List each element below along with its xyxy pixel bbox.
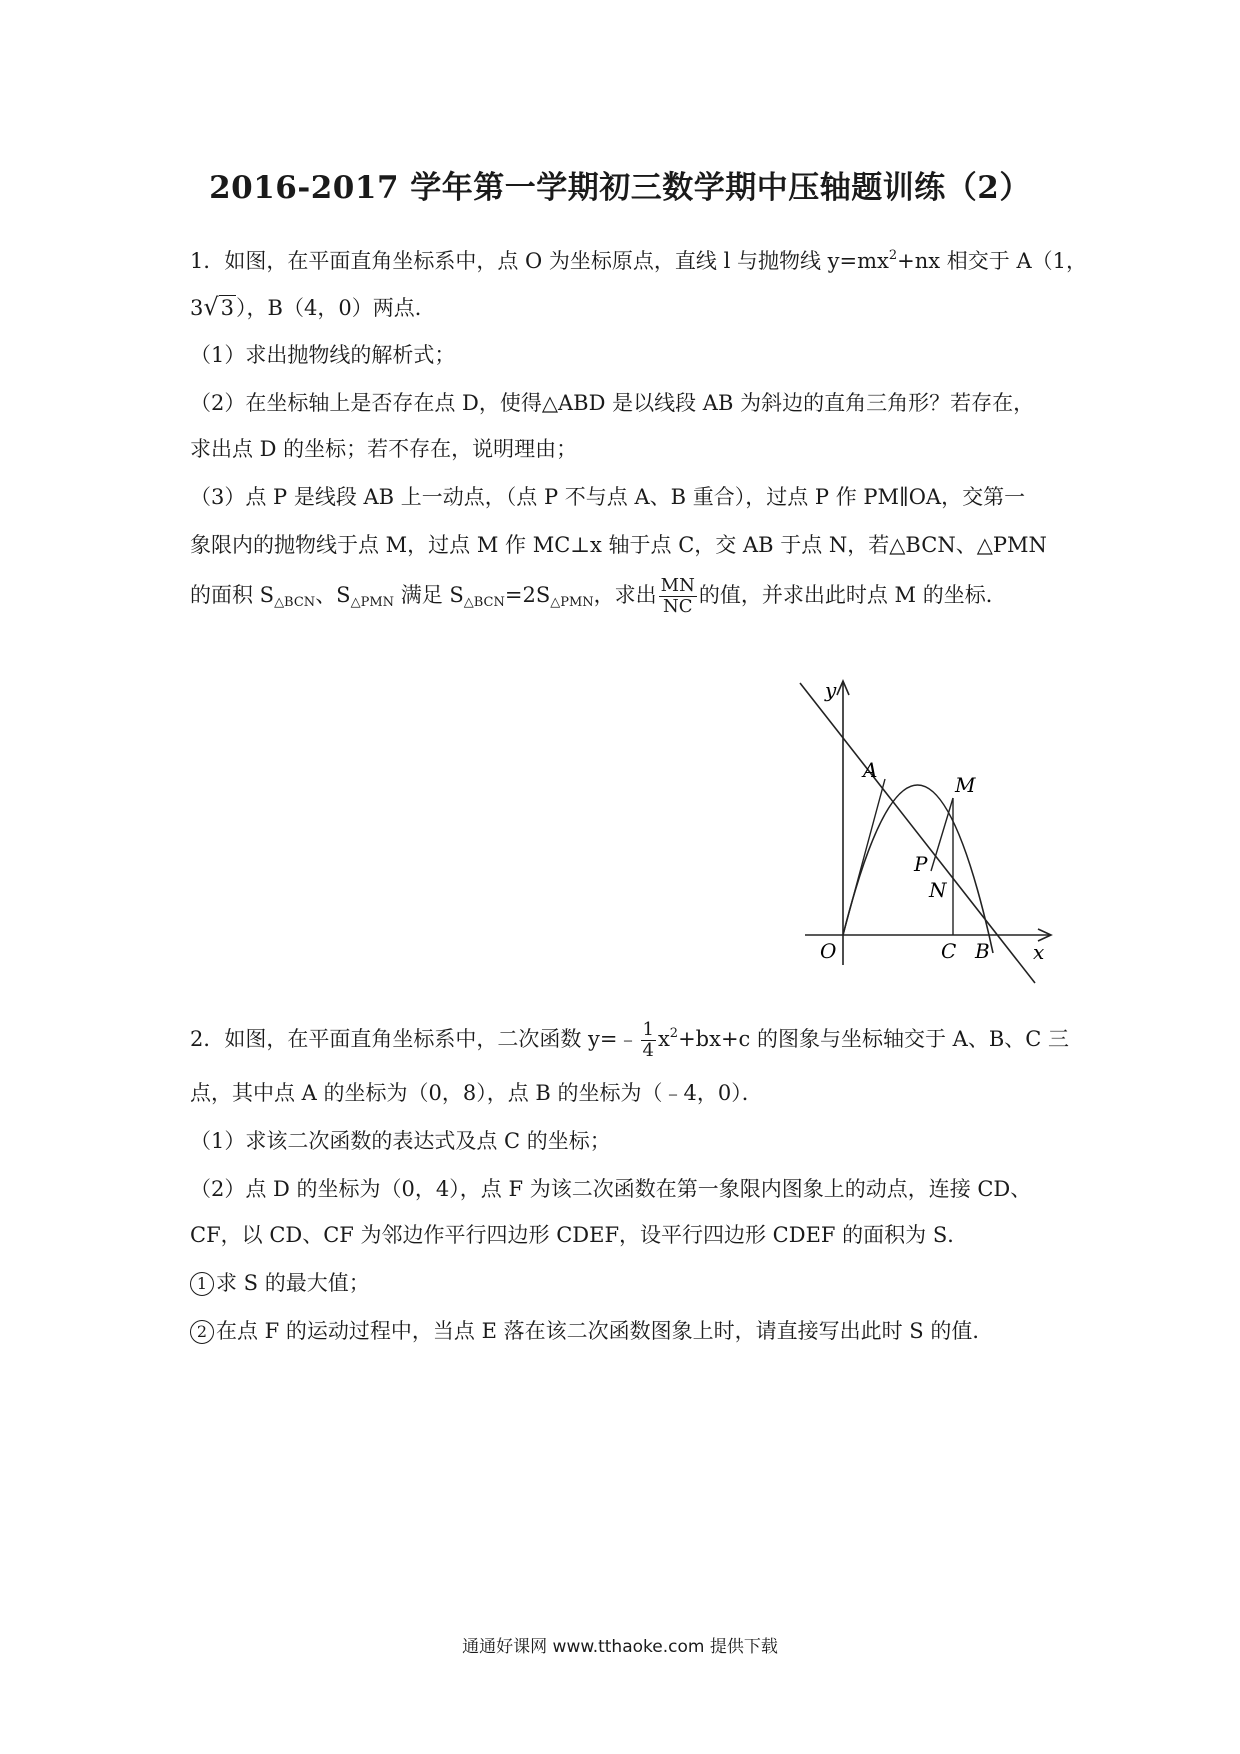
segment-pm <box>931 798 953 871</box>
fraction-mn-nc: $\frac{MN}{NC}$ <box>660 575 695 617</box>
segment-oa <box>843 779 885 935</box>
label-b: B <box>975 939 990 963</box>
label-n: N <box>929 878 947 902</box>
label-p: P <box>914 852 928 876</box>
q2-sub-2: 2 在点 F 的运动过程中，当点 E 落在该二次函数图象上时，请直接写出此时 S 的值． <box>190 1316 993 1346</box>
label-y: y <box>825 678 837 702</box>
label-c: C <box>941 939 957 963</box>
label-m: M <box>955 773 976 797</box>
fraction-one-quarter: $\frac{1}{4}$ <box>642 1019 654 1061</box>
line-l <box>800 683 1035 983</box>
label-o: O <box>820 939 837 963</box>
q2-part-2b: CF，以 CD、CF 为邻边作平行四边形 CDEF，设平行四边形 CDEF 的面积为 S． <box>190 1223 969 1247</box>
circled-number-1: 1 <box>190 1272 214 1296</box>
q2-part-2a: （2）点 D 的坐标为（0，4），点 F 为该二次函数在第一象限内图象上的动点，连接 CD、 <box>190 1177 1032 1201</box>
sqrt-expression: √3 <box>203 293 235 321</box>
q1-part-2a: （2）在坐标轴上是否存在点 D，使得△ABD 是以线段 AB 为斜边的直角三角形？若存在， <box>190 391 1035 415</box>
q2-line-2: 点，其中点 A 的坐标为（0，8），点 B 的坐标为（﹣4，0）． <box>190 1081 763 1105</box>
q1-part-2b: 求出点 D 的坐标；若不存在，说明理由； <box>190 437 578 461</box>
q1-part-3c: 的面积 $S_{\triangle BCN}$、$S_{\triangle PMN}$ 满足 $S_{\triangle BCN}=2S_{\triangle PMN}$，求出 $\frac{MN}{NC}$ 的值，并求出此时点 M 的坐标． <box>190 575 1007 617</box>
label-a: A <box>863 758 878 782</box>
footer-source: 通通好课网 www.tthaoke.com 提供下载 <box>462 1637 778 1657</box>
q1-part-1: （1）求出抛物线的解析式； <box>190 343 456 367</box>
circled-number-2: 2 <box>190 1320 214 1344</box>
q1-part-3b: 象限内的抛物线于点 M，过点 M 作 MC⊥x 轴于点 C，交 AB 于点 N，若△BCN、△PMN <box>190 533 1047 557</box>
q2-line-1: 2．如图，在平面直角坐标系中，二次函数 y=﹣ $\frac{1}{4}$ $x^2+bx+c$ 的图象与坐标轴交于 A、B、C 三 <box>190 1019 1070 1061</box>
page-title: 2016-2017 学年第一学期初三数学期中压轴题训练（2） <box>209 170 1031 206</box>
label-x: x <box>1033 940 1045 964</box>
q1-figure <box>795 675 1060 995</box>
q1-line-2: 3√3），B（4，0）两点． <box>190 293 436 321</box>
q1-line-1: 1．如图，在平面直角坐标系中，点 O 为坐标原点，直线 l 与抛物线 $y=mx^2+nx$ 相交于 A（1， <box>190 248 1088 273</box>
q2-part-1: （1）求该二次函数的表达式及点 C 的坐标； <box>190 1129 611 1153</box>
q1-part-3a: （3）点 P 是线段 AB 上一动点，（点 P 不与点 A、B 重合），过点 P 作 PM∥OA，交第一 <box>190 485 1026 509</box>
q2-sub-1: 1 求 S 的最大值； <box>190 1268 370 1298</box>
